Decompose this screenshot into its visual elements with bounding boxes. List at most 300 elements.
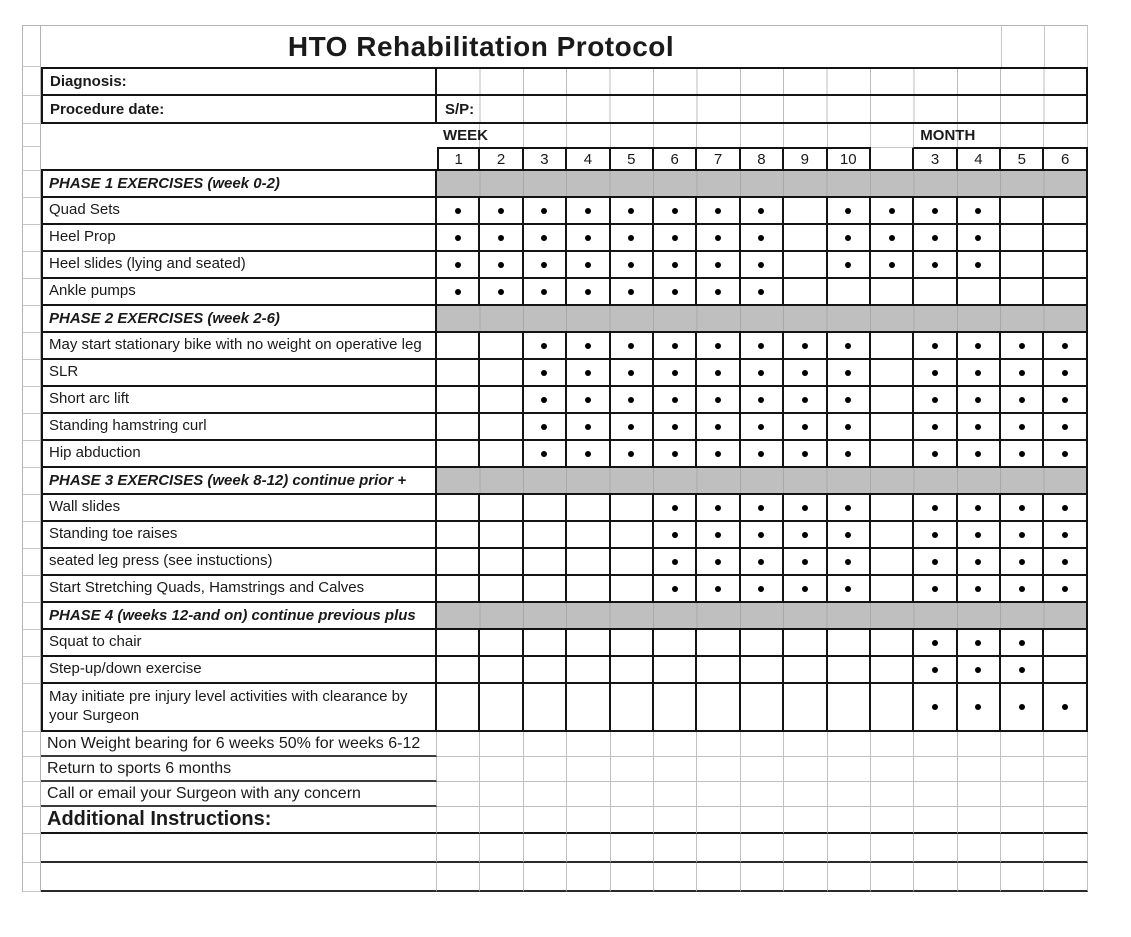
mark-cell xyxy=(437,252,480,279)
mark-cell xyxy=(611,387,654,414)
bullet-icon xyxy=(975,208,981,214)
exercise-row xyxy=(22,360,1088,387)
mark-cell xyxy=(524,576,567,603)
bullet-icon xyxy=(628,262,634,268)
left-margin-cell xyxy=(22,96,41,124)
mark-cell xyxy=(1044,657,1087,684)
bullet-icon xyxy=(932,235,938,241)
mark-cell xyxy=(697,576,740,603)
grid-cell xyxy=(784,732,827,757)
bullet-icon xyxy=(932,262,938,268)
mark-cell xyxy=(958,387,1001,414)
grid-cell xyxy=(567,782,610,807)
left-margin-cell xyxy=(22,657,41,684)
grid-cell xyxy=(1001,757,1044,782)
bullet-icon xyxy=(802,586,808,592)
grid-cell xyxy=(1044,757,1087,782)
mark-cell xyxy=(654,495,697,522)
bullet-icon xyxy=(845,235,851,241)
blank-label xyxy=(41,834,437,863)
mark-cell xyxy=(567,522,610,549)
left-margin-cell xyxy=(22,757,41,782)
month-number-cell: 5 xyxy=(1001,147,1044,171)
grid-cell xyxy=(524,782,567,807)
mark-cell xyxy=(958,495,1001,522)
mark-cell xyxy=(741,441,784,468)
mark-cell xyxy=(1044,495,1087,522)
mark-cell xyxy=(654,387,697,414)
bullet-icon xyxy=(672,235,678,241)
mark-cell xyxy=(828,657,871,684)
mark-cell xyxy=(914,657,957,684)
bullet-icon xyxy=(672,208,678,214)
bullet-icon xyxy=(1019,704,1025,710)
bullet-icon xyxy=(1019,532,1025,538)
grid-cell xyxy=(958,807,1001,834)
title-row xyxy=(22,25,1088,67)
exercise-label: Heel Prop xyxy=(41,225,437,252)
exercise-label: SLR xyxy=(41,360,437,387)
phase-row xyxy=(22,468,1088,495)
bullet-icon xyxy=(1019,505,1025,511)
mark-cell xyxy=(611,414,654,441)
left-margin-cell xyxy=(22,863,41,892)
bullet-icon xyxy=(802,370,808,376)
grid-cell xyxy=(611,732,654,757)
grid-cell xyxy=(784,757,827,782)
week-number-cell: 10 xyxy=(828,147,871,171)
mark-cell xyxy=(654,279,697,306)
grid-cell xyxy=(567,732,610,757)
mark-cell xyxy=(871,279,914,306)
mark-cell xyxy=(784,522,827,549)
mark-cell xyxy=(871,414,914,441)
mark-cell xyxy=(784,657,827,684)
mark-cell xyxy=(1044,441,1087,468)
bullet-icon xyxy=(975,532,981,538)
bullet-icon xyxy=(585,343,591,349)
mark-cell xyxy=(1044,333,1087,360)
bullet-icon xyxy=(932,704,938,710)
grid-cell xyxy=(828,732,871,757)
bullet-icon xyxy=(498,289,504,295)
mark-cell xyxy=(871,522,914,549)
diagnosis-row xyxy=(22,67,1088,96)
exercise-row xyxy=(22,630,1088,657)
bullet-icon xyxy=(845,532,851,538)
mark-cell xyxy=(914,198,957,225)
bullet-icon xyxy=(802,505,808,511)
mark-cell xyxy=(741,549,784,576)
mark-cell xyxy=(654,657,697,684)
bullet-icon xyxy=(585,424,591,430)
bullet-icon xyxy=(1019,586,1025,592)
mark-cell xyxy=(784,225,827,252)
mark-cell xyxy=(914,630,957,657)
exercise-label: Step-up/down exercise xyxy=(41,657,437,684)
mark-cell xyxy=(958,333,1001,360)
mark-cell xyxy=(480,684,523,732)
mark-cell xyxy=(524,522,567,549)
mark-cell xyxy=(784,414,827,441)
grid-cell xyxy=(1001,834,1044,863)
bullet-icon xyxy=(1062,424,1068,430)
mark-cell xyxy=(524,657,567,684)
mark-cell xyxy=(524,549,567,576)
mark-cell xyxy=(741,225,784,252)
mark-cell xyxy=(567,684,610,732)
mark-cell xyxy=(654,522,697,549)
mark-cell xyxy=(741,387,784,414)
mark-cell xyxy=(828,333,871,360)
mark-cell xyxy=(524,684,567,732)
grid-cell xyxy=(654,863,697,892)
grid-cell xyxy=(914,807,957,834)
mark-cell xyxy=(697,252,740,279)
grid-cell xyxy=(654,782,697,807)
mark-cell xyxy=(697,414,740,441)
bullet-icon xyxy=(758,559,764,565)
bullet-icon xyxy=(932,370,938,376)
bullet-icon xyxy=(628,289,634,295)
exercise-row xyxy=(22,414,1088,441)
grid-cell xyxy=(1044,863,1087,892)
mark-cell xyxy=(784,198,827,225)
exercise-row xyxy=(22,522,1088,549)
bullet-icon xyxy=(845,208,851,214)
bullet-icon xyxy=(715,424,721,430)
bullet-icon xyxy=(715,397,721,403)
bullet-icon xyxy=(1062,451,1068,457)
exercise-row xyxy=(22,279,1088,306)
left-margin-cell xyxy=(22,782,41,807)
bullet-icon xyxy=(715,235,721,241)
grid-cell xyxy=(871,834,914,863)
mark-cell xyxy=(914,279,957,306)
mark-cell xyxy=(1001,225,1044,252)
mark-cell xyxy=(611,252,654,279)
bullet-icon xyxy=(845,424,851,430)
mark-cell xyxy=(567,252,610,279)
mark-cell xyxy=(1001,414,1044,441)
mark-cell xyxy=(697,522,740,549)
week-number-cell: 9 xyxy=(784,147,827,171)
bullet-icon xyxy=(498,208,504,214)
grid-cell xyxy=(567,757,610,782)
grid-cell xyxy=(437,782,480,807)
left-margin-cell xyxy=(22,834,41,863)
bullet-icon xyxy=(975,704,981,710)
page-title: HTO Rehabilitation Protocol xyxy=(41,25,1001,67)
mark-cell xyxy=(784,495,827,522)
exercise-row xyxy=(22,549,1088,576)
mark-cell xyxy=(1001,360,1044,387)
mark-cell xyxy=(480,441,523,468)
diagnosis-label: Diagnosis: xyxy=(41,67,437,96)
bullet-icon xyxy=(498,235,504,241)
bullet-icon xyxy=(672,343,678,349)
bullet-icon xyxy=(541,424,547,430)
week-number-cell: 2 xyxy=(480,147,523,171)
note-row xyxy=(22,732,1088,757)
bullet-icon xyxy=(541,370,547,376)
grid-cell xyxy=(1001,732,1044,757)
exercise-label: Squat to chair xyxy=(41,630,437,657)
mark-cell xyxy=(828,441,871,468)
mark-cell xyxy=(697,198,740,225)
mark-cell xyxy=(697,360,740,387)
grid-cell xyxy=(1044,782,1087,807)
bullet-icon xyxy=(932,343,938,349)
bullet-icon xyxy=(715,370,721,376)
bullet-icon xyxy=(1062,586,1068,592)
mark-cell xyxy=(784,333,827,360)
phase-row xyxy=(22,171,1088,198)
grid-cell xyxy=(697,863,740,892)
bullet-icon xyxy=(715,505,721,511)
exercise-row xyxy=(22,252,1088,279)
bullet-icon xyxy=(802,559,808,565)
phase-band xyxy=(437,171,1088,198)
bullet-icon xyxy=(975,559,981,565)
header-label-spacer xyxy=(41,124,437,147)
mark-cell xyxy=(611,279,654,306)
exercise-label: Standing toe raises xyxy=(41,522,437,549)
bullet-icon xyxy=(672,451,678,457)
bullet-icon xyxy=(715,532,721,538)
mark-cell xyxy=(480,522,523,549)
mark-cell xyxy=(1001,198,1044,225)
exercise-label: Wall slides xyxy=(41,495,437,522)
mark-cell xyxy=(437,576,480,603)
bullet-icon xyxy=(715,343,721,349)
bullet-icon xyxy=(715,262,721,268)
month-number-cell: 4 xyxy=(958,147,1001,171)
mark-cell xyxy=(784,441,827,468)
mark-cell xyxy=(437,657,480,684)
left-margin-cell xyxy=(22,522,41,549)
mark-cell xyxy=(741,630,784,657)
mark-cell xyxy=(437,522,480,549)
grid-cell xyxy=(567,863,610,892)
mark-cell xyxy=(1044,549,1087,576)
left-margin-cell xyxy=(22,732,41,757)
exercise-label: May initiate pre injury level activities with clearance by your Surgeon xyxy=(41,684,437,732)
mark-cell xyxy=(567,414,610,441)
bullet-icon xyxy=(975,397,981,403)
mark-cell xyxy=(828,198,871,225)
bullet-icon xyxy=(585,451,591,457)
mark-cell xyxy=(697,630,740,657)
bullet-icon xyxy=(975,586,981,592)
mark-cell xyxy=(611,630,654,657)
mark-cell xyxy=(914,576,957,603)
mark-cell xyxy=(741,252,784,279)
mark-cell xyxy=(828,495,871,522)
bullet-icon xyxy=(975,451,981,457)
bullet-icon xyxy=(975,667,981,673)
bullet-icon xyxy=(672,397,678,403)
mark-cell xyxy=(611,495,654,522)
bullet-icon xyxy=(975,235,981,241)
grid-cell xyxy=(611,782,654,807)
mark-cell xyxy=(611,657,654,684)
mark-cell xyxy=(437,333,480,360)
mark-cell xyxy=(524,198,567,225)
bullet-icon xyxy=(585,208,591,214)
mark-cell xyxy=(437,441,480,468)
sp-field xyxy=(437,96,1088,124)
left-margin-cell xyxy=(22,807,41,834)
bullet-icon xyxy=(932,424,938,430)
note-label: Return to sports 6 months xyxy=(41,757,437,782)
mark-cell xyxy=(524,630,567,657)
grid-cell xyxy=(914,757,957,782)
bullet-icon xyxy=(975,640,981,646)
mark-cell xyxy=(697,684,740,732)
mark-cell xyxy=(1001,522,1044,549)
phase-label: PHASE 4 (weeks 12-and on) continue previous plus xyxy=(41,603,437,630)
grid-cell xyxy=(611,757,654,782)
left-margin-cell xyxy=(22,549,41,576)
mark-cell xyxy=(437,360,480,387)
left-margin-cell xyxy=(22,576,41,603)
mark-cell xyxy=(1001,441,1044,468)
bullet-icon xyxy=(541,235,547,241)
week-number-cell: 1 xyxy=(437,147,480,171)
bullet-icon xyxy=(1019,667,1025,673)
grid-cell xyxy=(480,863,523,892)
bullet-icon xyxy=(758,505,764,511)
bullet-icon xyxy=(628,424,634,430)
bullet-icon xyxy=(758,370,764,376)
mark-cell xyxy=(871,576,914,603)
bullet-icon xyxy=(802,397,808,403)
mark-cell xyxy=(611,576,654,603)
exercise-row xyxy=(22,441,1088,468)
grid-cell xyxy=(828,863,871,892)
bullet-icon xyxy=(802,343,808,349)
exercise-row xyxy=(22,684,1088,732)
mark-cell xyxy=(524,225,567,252)
bullet-icon xyxy=(845,559,851,565)
mark-cell xyxy=(871,630,914,657)
bullet-icon xyxy=(672,586,678,592)
left-margin-cell xyxy=(22,171,41,198)
bullet-icon xyxy=(715,289,721,295)
bullet-icon xyxy=(932,397,938,403)
mark-cell xyxy=(958,225,1001,252)
mark-cell xyxy=(1001,333,1044,360)
mark-cell xyxy=(958,630,1001,657)
exercise-label: seated leg press (see instuctions) xyxy=(41,549,437,576)
protocol-body xyxy=(22,171,1088,892)
mark-cell xyxy=(828,549,871,576)
mark-cell xyxy=(567,630,610,657)
grid-cell xyxy=(1001,863,1044,892)
grid-cell xyxy=(828,782,871,807)
grid-cell xyxy=(741,863,784,892)
bullet-icon xyxy=(975,370,981,376)
mark-cell xyxy=(914,252,957,279)
mark-cell xyxy=(958,414,1001,441)
mark-cell xyxy=(611,522,654,549)
mark-cell xyxy=(871,333,914,360)
left-margin-cell xyxy=(22,333,41,360)
bullet-icon xyxy=(715,586,721,592)
bullet-icon xyxy=(758,451,764,457)
mark-cell xyxy=(828,576,871,603)
mark-cell xyxy=(741,657,784,684)
mark-cell xyxy=(437,198,480,225)
mark-cell xyxy=(697,441,740,468)
grid-cell xyxy=(958,782,1001,807)
mark-cell xyxy=(958,279,1001,306)
bullet-icon xyxy=(889,262,895,268)
mark-cell xyxy=(524,252,567,279)
exercise-label: Ankle pumps xyxy=(41,279,437,306)
mark-cell xyxy=(1044,252,1087,279)
mark-cell xyxy=(784,279,827,306)
bullet-icon xyxy=(628,208,634,214)
bullet-icon xyxy=(758,532,764,538)
mark-cell xyxy=(741,279,784,306)
mark-cell xyxy=(524,441,567,468)
mark-cell xyxy=(611,441,654,468)
exercise-row xyxy=(22,495,1088,522)
mark-cell xyxy=(958,657,1001,684)
bullet-icon xyxy=(932,667,938,673)
grid-cell xyxy=(871,757,914,782)
mark-cell xyxy=(828,252,871,279)
exercise-label: Short arc lift xyxy=(41,387,437,414)
mark-cell xyxy=(567,360,610,387)
mark-cell xyxy=(611,360,654,387)
bullet-icon xyxy=(715,451,721,457)
mark-cell xyxy=(524,279,567,306)
bullet-icon xyxy=(1062,559,1068,565)
mark-cell xyxy=(480,630,523,657)
heading-row xyxy=(22,807,1088,834)
grid-cell xyxy=(784,782,827,807)
mark-cell xyxy=(871,495,914,522)
bullet-icon xyxy=(628,370,634,376)
mark-cell xyxy=(697,495,740,522)
mark-cell xyxy=(914,387,957,414)
bullet-icon xyxy=(1019,559,1025,565)
blank-row xyxy=(22,863,1088,892)
mark-cell xyxy=(697,549,740,576)
bullet-icon xyxy=(758,343,764,349)
week-number-cell: 5 xyxy=(611,147,654,171)
mark-cell xyxy=(784,549,827,576)
mark-cell xyxy=(437,279,480,306)
bullet-icon xyxy=(975,262,981,268)
note-row xyxy=(22,782,1088,807)
mark-cell xyxy=(1044,684,1087,732)
left-margin-cell xyxy=(22,225,41,252)
bullet-icon xyxy=(932,640,938,646)
mark-cell xyxy=(654,225,697,252)
bullet-icon xyxy=(758,235,764,241)
mark-cell xyxy=(914,360,957,387)
grid-cell xyxy=(741,732,784,757)
bullet-icon xyxy=(455,235,461,241)
mark-cell xyxy=(1001,684,1044,732)
bullet-icon xyxy=(1062,704,1068,710)
mark-cell xyxy=(567,441,610,468)
bullet-icon xyxy=(455,289,461,295)
